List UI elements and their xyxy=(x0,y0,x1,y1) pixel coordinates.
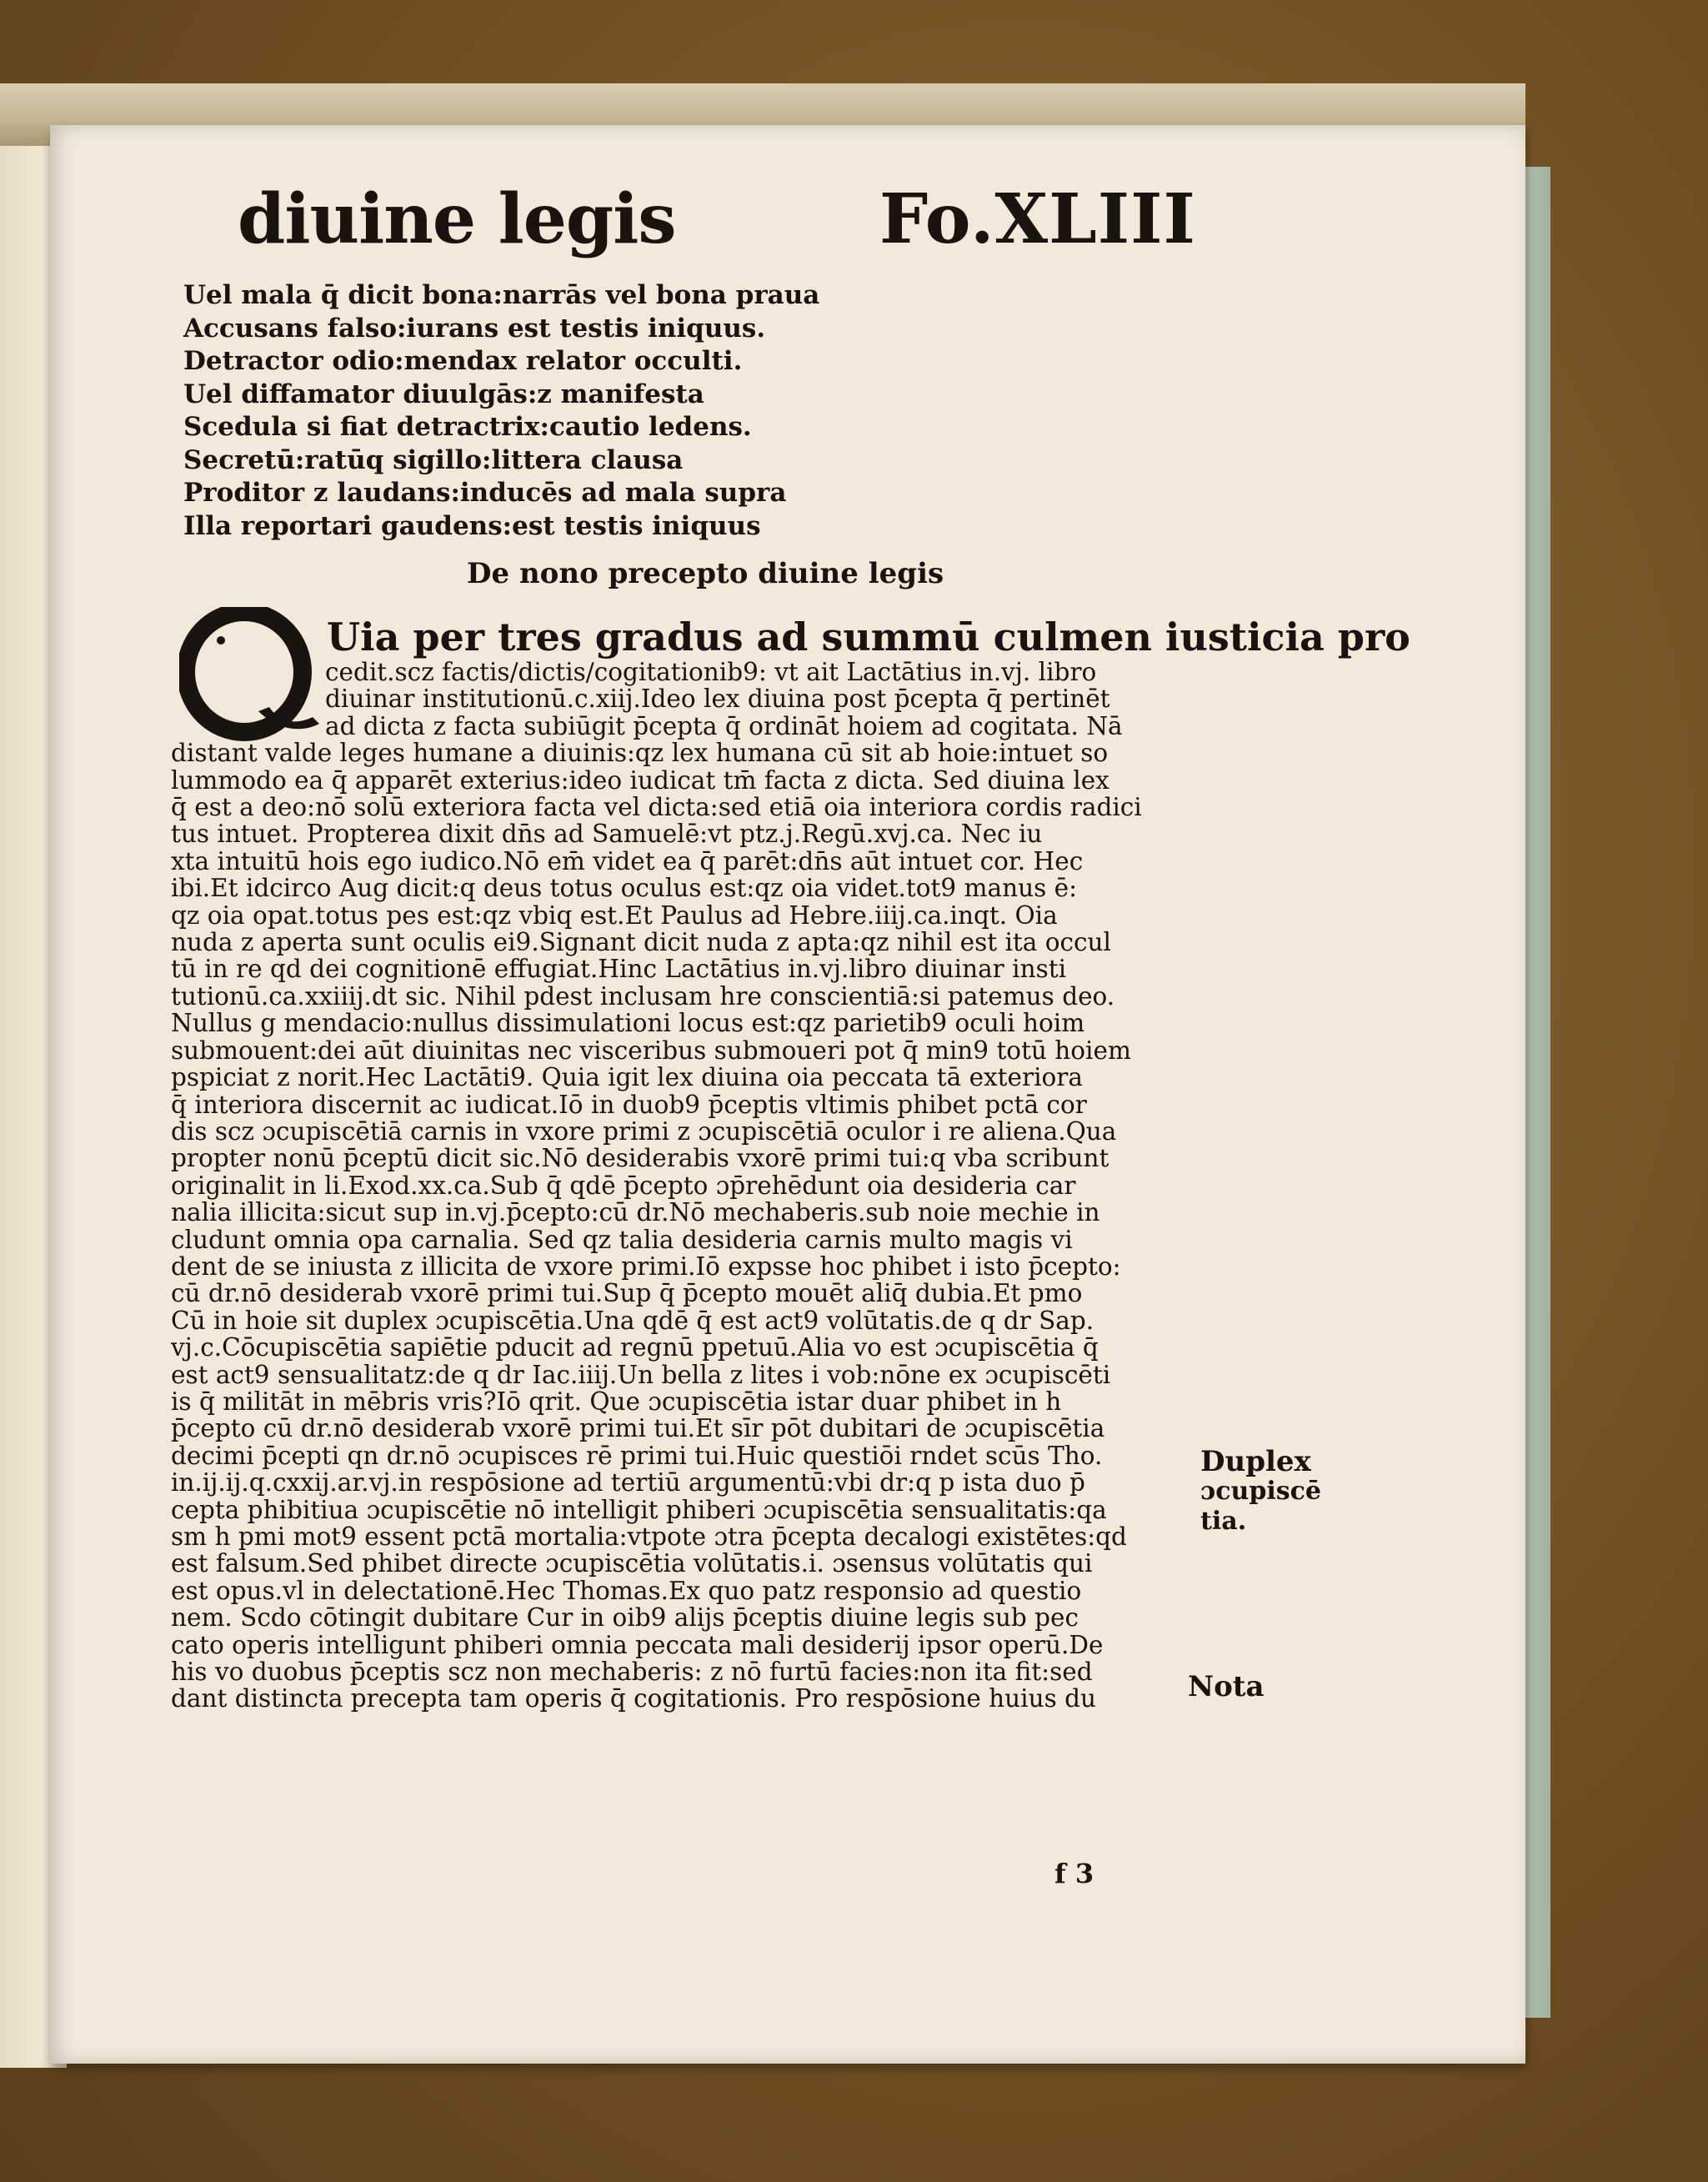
body-line: q̄ est a deo:nō solū exteriora facta vel dicta:sed etiā oia interiora cordis radici xyxy=(171,793,1142,822)
verse-line: Illa reportari gaudens:est testis iniquus xyxy=(183,510,761,541)
body-line: cedit.scz factis/dictis/cogitationib9: vt ait Lactātius in.vj. libro xyxy=(325,658,1097,686)
body-line: is q̄ militāt in mēbris vris?Iō qrit. Que ɔcupiscētia istar duar phibet in h xyxy=(171,1387,1062,1416)
verse-line: Detractor odio:mendax relator occulti. xyxy=(183,346,743,376)
lead-line: Uia per tres gradus ad summū culmen iusticia pro xyxy=(327,614,1410,660)
section-heading: De nono precepto diuine legis xyxy=(467,557,944,590)
body-line: propter nonū p̄ceptū dicit sic.Nō desiderabis vxorē primi tui:q vba scribunt xyxy=(171,1144,1109,1173)
body-line: distant valde leges humane a diuinis:qz lex humana cū sit ab hoie:intuet so xyxy=(171,739,1109,768)
body-line: cato operis intelligunt phiberi omnia peccata mali desiderij ipsor operū.De xyxy=(171,1630,1104,1659)
body-line: in.ij.ij.q.cxxij.ar.vj.in respōsione ad tertiū argumentū:vbi dr:q p ista duo p̄ xyxy=(171,1468,1085,1497)
body-line: qz oia opat.totus pes est:qz vbiq est.Et Paulus ad Hebre.iiij.ca.inqt. Oia xyxy=(171,900,1058,930)
verse-line: Uel diffamator diuulgās:z manifesta xyxy=(183,379,704,409)
body-line: nem. Scdo cōtingit dubitare Cur in oib9 alijs p̄ceptis diuine legis sub pec xyxy=(171,1603,1079,1633)
verse-line: Scedula si fiat detractrix:cautio ledens. xyxy=(183,412,752,442)
verse-line: Accusans falso:iurans est testis iniquus. xyxy=(183,313,766,344)
body-line: dis scz ɔcupiscētiā carnis in vxore primi z ɔcupiscētiā oculor i re aliena.Qua xyxy=(171,1116,1117,1146)
verse-line: Secretū:ratūq sigillo:littera clausa xyxy=(183,444,684,475)
verse-block xyxy=(183,279,820,543)
body-line: cū dr.nō desiderab vxorē primi tui.Sup q̄ p̄cepto mouēt aliq̄ dubia.Et pmo xyxy=(171,1279,1083,1308)
body-line: his vo duobus p̄ceptis scz non mechaberis: z nō furtū facies:non ita fit:sed xyxy=(171,1658,1093,1687)
body-line: p̄cepto cū dr.nō desiderab vxorē primi tui.Et sīr pōt dubitari de ɔcupiscētia xyxy=(171,1414,1105,1443)
body-line: lummodo ea q̄ apparēt exterius:ideo iudicat tm̄ facta z dicta. Sed diuina lex xyxy=(171,765,1109,795)
margin-note-duplex xyxy=(1200,1447,1321,1537)
body-line: cludunt omnia opa carnalia. Sed qz talia desideria carnis multo magis vi xyxy=(171,1225,1073,1254)
body-line: diuinar institutionū.c.xiij.Ideo lex diuina post p̄cepta q̄ pertinēt xyxy=(325,685,1110,714)
body-line: est falsum.Sed phibet directe ɔcupiscētia volūtatis.i. ɔsensus volūtatis qui xyxy=(171,1549,1093,1578)
body-line: Cū in hoie sit duplex ɔcupiscētia.Una qdē q̄ est act9 volūtatis.de q dr Sap. xyxy=(171,1306,1094,1335)
body-line: ad dicta z facta subiūgit p̄cepta q̄ ordināt hoiem ad cogitata. Nā xyxy=(325,711,1123,740)
body-line: xta intuitū hois ego iudico.Nō em̄ videt ea q̄ parēt:dn̄s aūt intuet cor. Hec xyxy=(171,846,1084,875)
margin-note-nota: Nota xyxy=(1188,1670,1265,1703)
margin-note-line: ɔcupiscē xyxy=(1200,1477,1321,1506)
body-line: dant distincta precepta tam operis q̄ cogitationis. Pro respōsione huius du xyxy=(171,1684,1096,1713)
body-line: dent de se iniusta z illicita de vxore primi.Iō expsse hoc phibet i isto p̄cepto: xyxy=(171,1252,1121,1281)
body-line: nuda z aperta sunt oculis ei9.Signant dicit nuda z apta:qz nihil est ita occul xyxy=(171,928,1111,957)
body-line: est act9 sensualitatz:de q dr Iac.iiij.Un bella z lites i vob:nōne ex ɔcupiscēti xyxy=(171,1360,1111,1389)
body-line: tū in re qd dei cognitionē effugiat.Hinc Lactātius in.vj.libro diuinar insti xyxy=(171,955,1066,984)
body-line: originalit in li.Exod.xx.ca.Sub q̄ qdē p̄cepto ɔp̄rehēdunt oia desideria car xyxy=(171,1171,1076,1200)
body-text xyxy=(171,659,1196,1713)
running-head: diuine legis xyxy=(238,179,676,259)
body-line: submouent:dei aūt diuinitas nec visceribus submoueri pot q̄ min9 totū hoiem xyxy=(171,1036,1131,1065)
signature-mark: f 3 xyxy=(1054,1858,1094,1889)
body-line: q̄ interiora discernit ac iudicat.Iō in duob9 p̄ceptis vltimis phibet pctā cor xyxy=(171,1090,1087,1119)
body-line: est opus.vl in delectationē.Hec Thomas.Ex quo patz responsio ad questio xyxy=(171,1576,1082,1605)
body-line: vj.c.Cōcupiscētia sapiētie pducit ad regnū ppetuū.Alia vo est ɔcupiscētia q̄ xyxy=(171,1333,1099,1362)
body-line: tutionū.ca.xxiiij.dt sic. Nihil pdest inclusam hre conscientiā:si patemus deo. xyxy=(171,981,1115,1011)
body-line: tus intuet. Propterea dixit dn̄s ad Samuelē:vt ptz.j.Regū.xvj.ca. Nec iu xyxy=(171,820,1043,849)
margin-note-line: Duplex xyxy=(1200,1445,1311,1478)
body-line: ibi.Et idcirco Aug dicit:q deus totus oculus est:qz oia videt.tot9 manus ē: xyxy=(171,874,1078,903)
folio-number: Fo.XLIII xyxy=(879,179,1196,259)
body-line: nalia illicita:sicut sup in.vj.p̄cepto:cū dr.Nō mechaberis.sub noie mechie in xyxy=(171,1198,1100,1227)
verse-line: Proditor z laudans:inducēs ad mala supra xyxy=(183,478,787,508)
margin-note-line: tia. xyxy=(1200,1507,1247,1536)
body-line: sm h pmi mot9 essent pctā mortalia:vtpote ɔtra p̄cepta decalogi existētes:qd xyxy=(171,1522,1127,1551)
body-line: Nullus g mendacio:nullus dissimulationi locus est:qz parietib9 oculi hoim xyxy=(171,1009,1085,1038)
body-line: decimi p̄cepti qn dr.nō ɔcupisces rē primi tui.Huic questiōi rndet scūs Tho. xyxy=(171,1441,1103,1470)
verse-line: Uel mala q̄ dicit bona:narrās vel bona praua xyxy=(183,280,820,310)
body-line: pspiciat z norit.Hec Lactāti9. Quia igit lex diuina oia peccata tā exteriora xyxy=(171,1063,1083,1092)
body-line: cepta phibitiua ɔcupiscētie nō intelligit phiberi ɔcupiscētia sensualitatis:qa xyxy=(171,1495,1107,1524)
